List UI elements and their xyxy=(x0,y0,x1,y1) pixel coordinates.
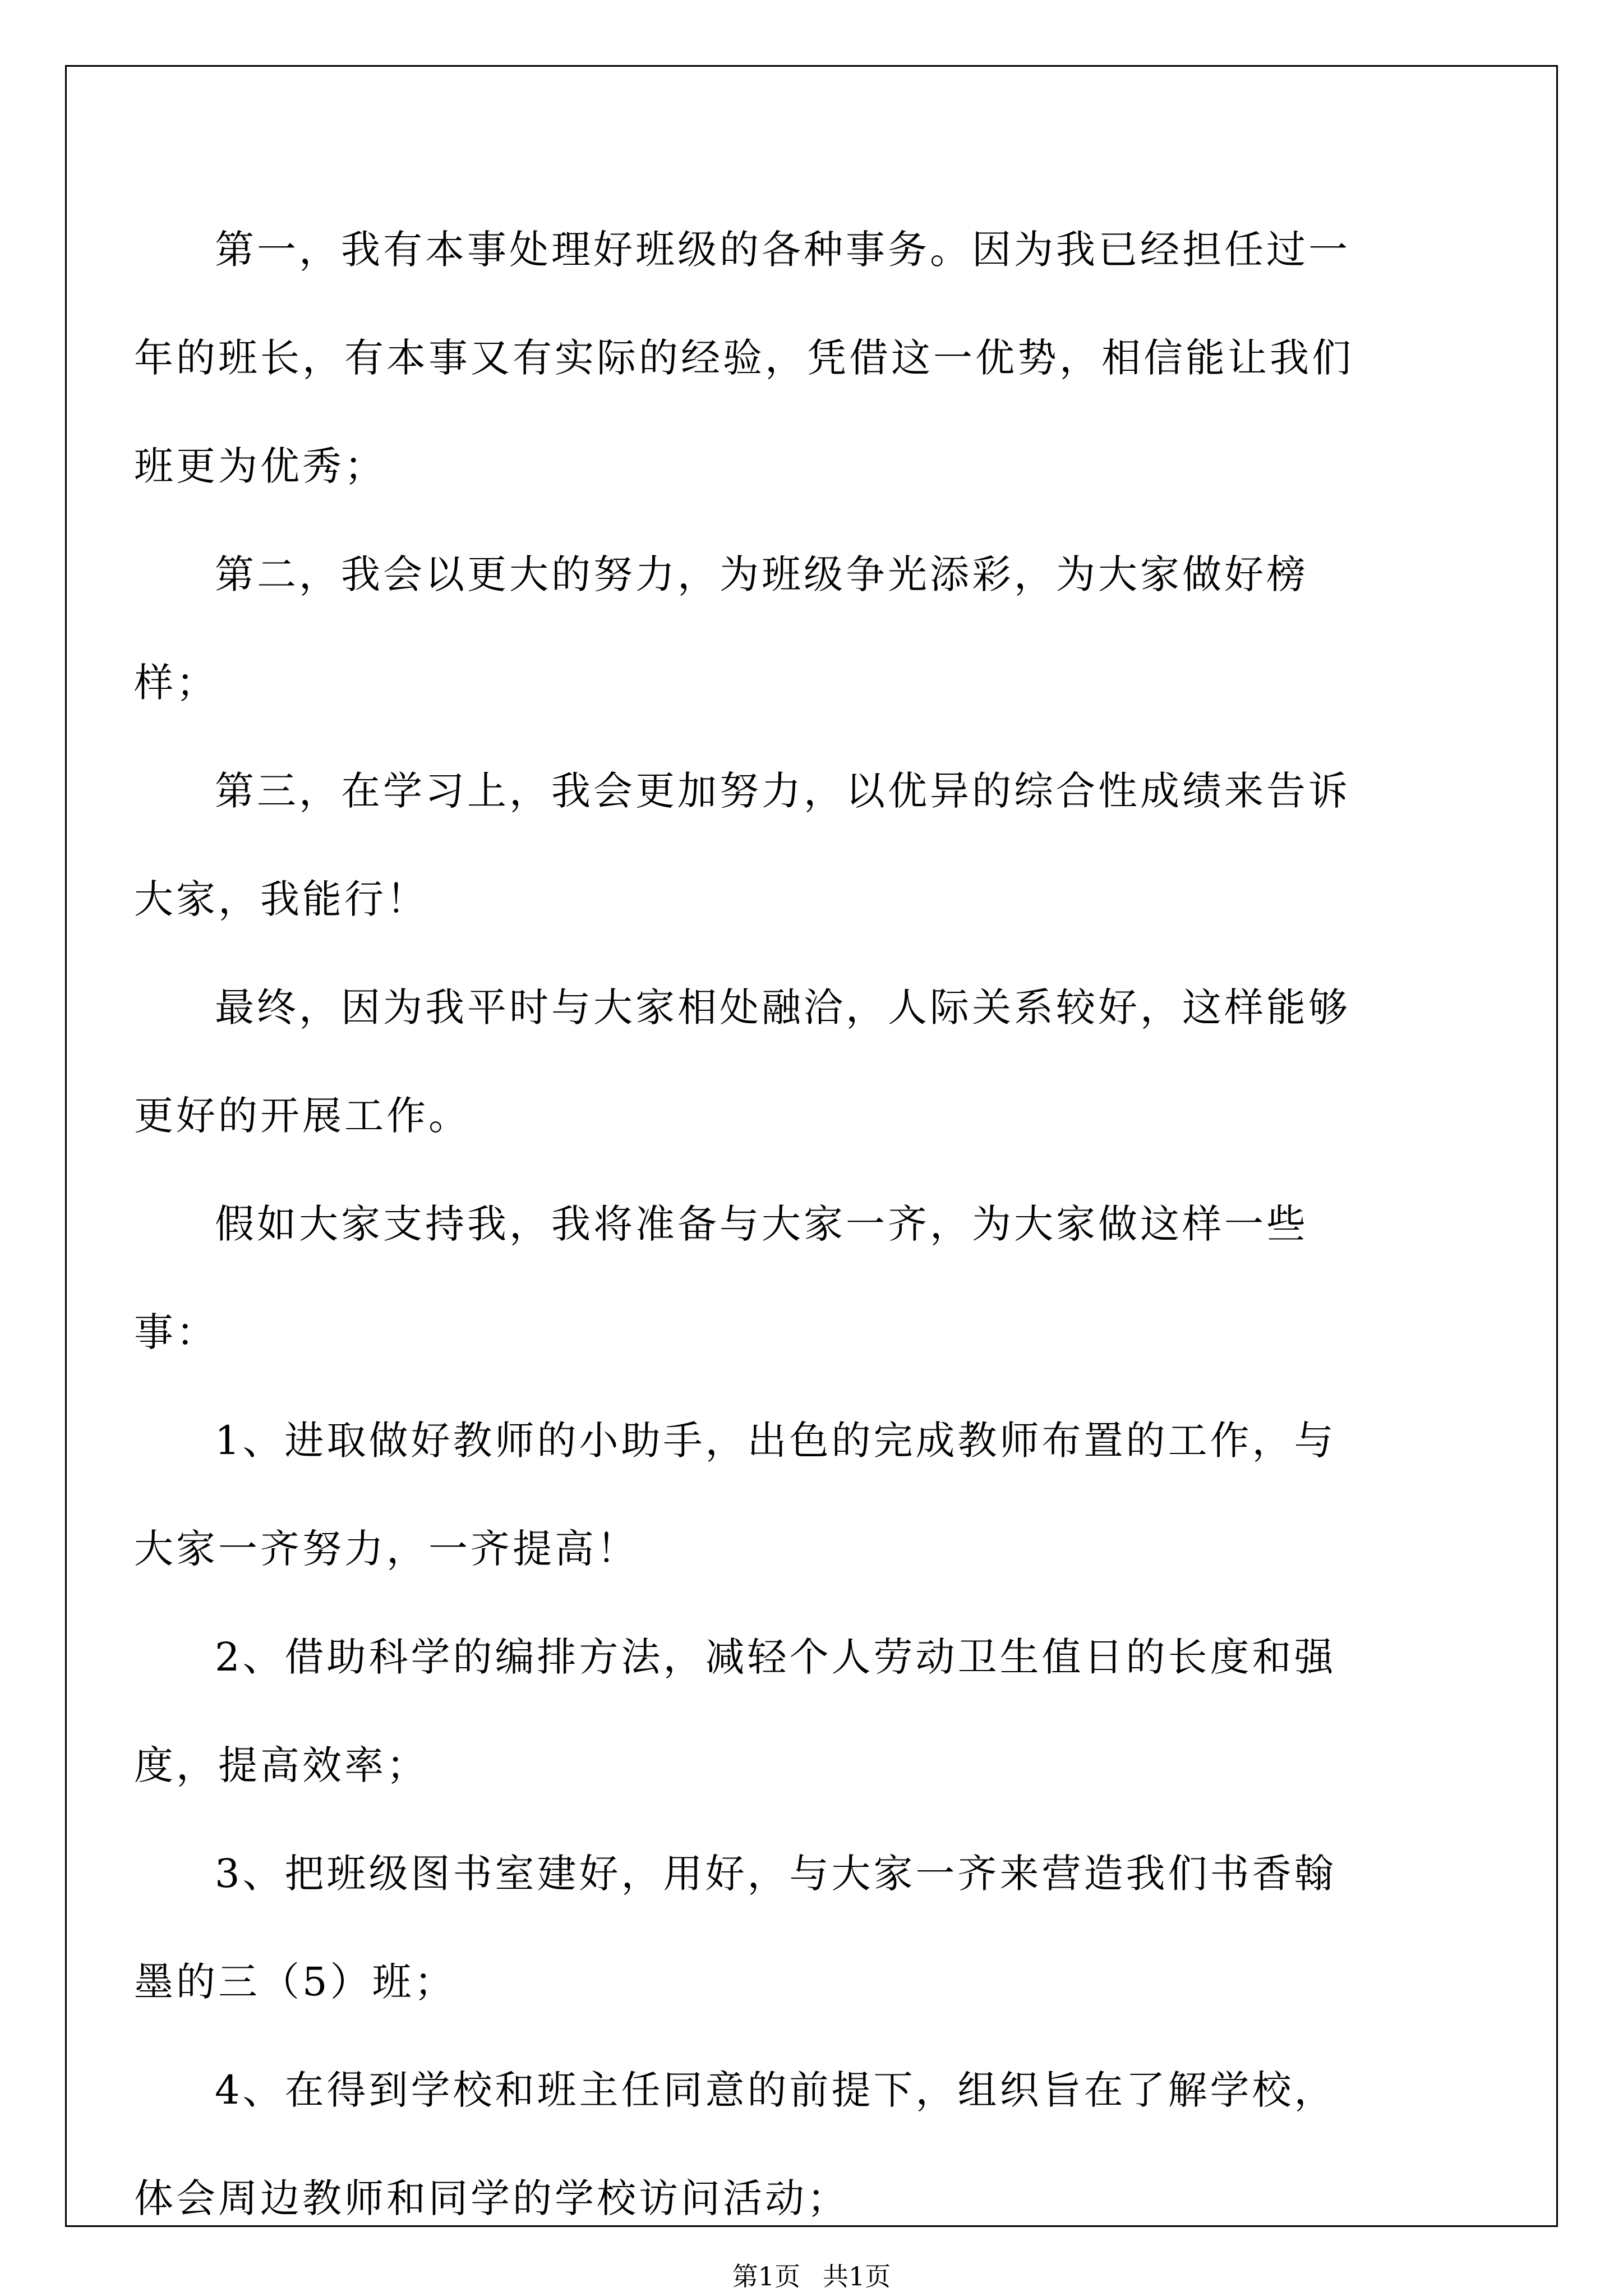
paragraph: 3、把班级图书室建好，用好，与大家一齐来营造我们书香翰墨的三（5）班； xyxy=(134,1851,1336,2005)
paragraph: 4、在得到学校和班主任同意的前提下，组织旨在了解学校，体会周边教师和同学的学校访问活动； xyxy=(134,2067,1336,2221)
paragraph: 第二，我会以更大的努力，为班级争光添彩，为大家做好榜样； xyxy=(134,551,1308,706)
page-footer xyxy=(0,2256,1623,2293)
paragraph: 最终，因为我平时与大家相处融洽，人际关系较好，这样能够更好的开展工作。 xyxy=(134,984,1350,1139)
paragraph: 第一，我有本事处理好班级的各种事务。因为我已经担任过一年的班长，有本事又有实际的经验，凭借这一优势，相信能让我们班更为优秀； xyxy=(134,227,1354,489)
paragraph: 假如大家支持我，我将准备与大家一齐，为大家做这样一些事： xyxy=(134,1201,1308,1355)
page-number: 第1页 xyxy=(732,2261,800,2292)
paragraph: 2、借助科学的编排方法，减轻个人劳动卫生值日的长度和强度，提高效率； xyxy=(134,1634,1336,1788)
paragraph: 1、进取做好教师的小助手，出色的完成教师布置的工作，与大家一齐努力，一齐提高！ xyxy=(134,1418,1336,1572)
page-total: 共1页 xyxy=(823,2261,891,2292)
paragraph: 第三，在学习上，我会更加努力，以优异的综合性成绩来告诉大家，我能行！ xyxy=(134,768,1350,922)
document-body xyxy=(134,196,1491,2253)
